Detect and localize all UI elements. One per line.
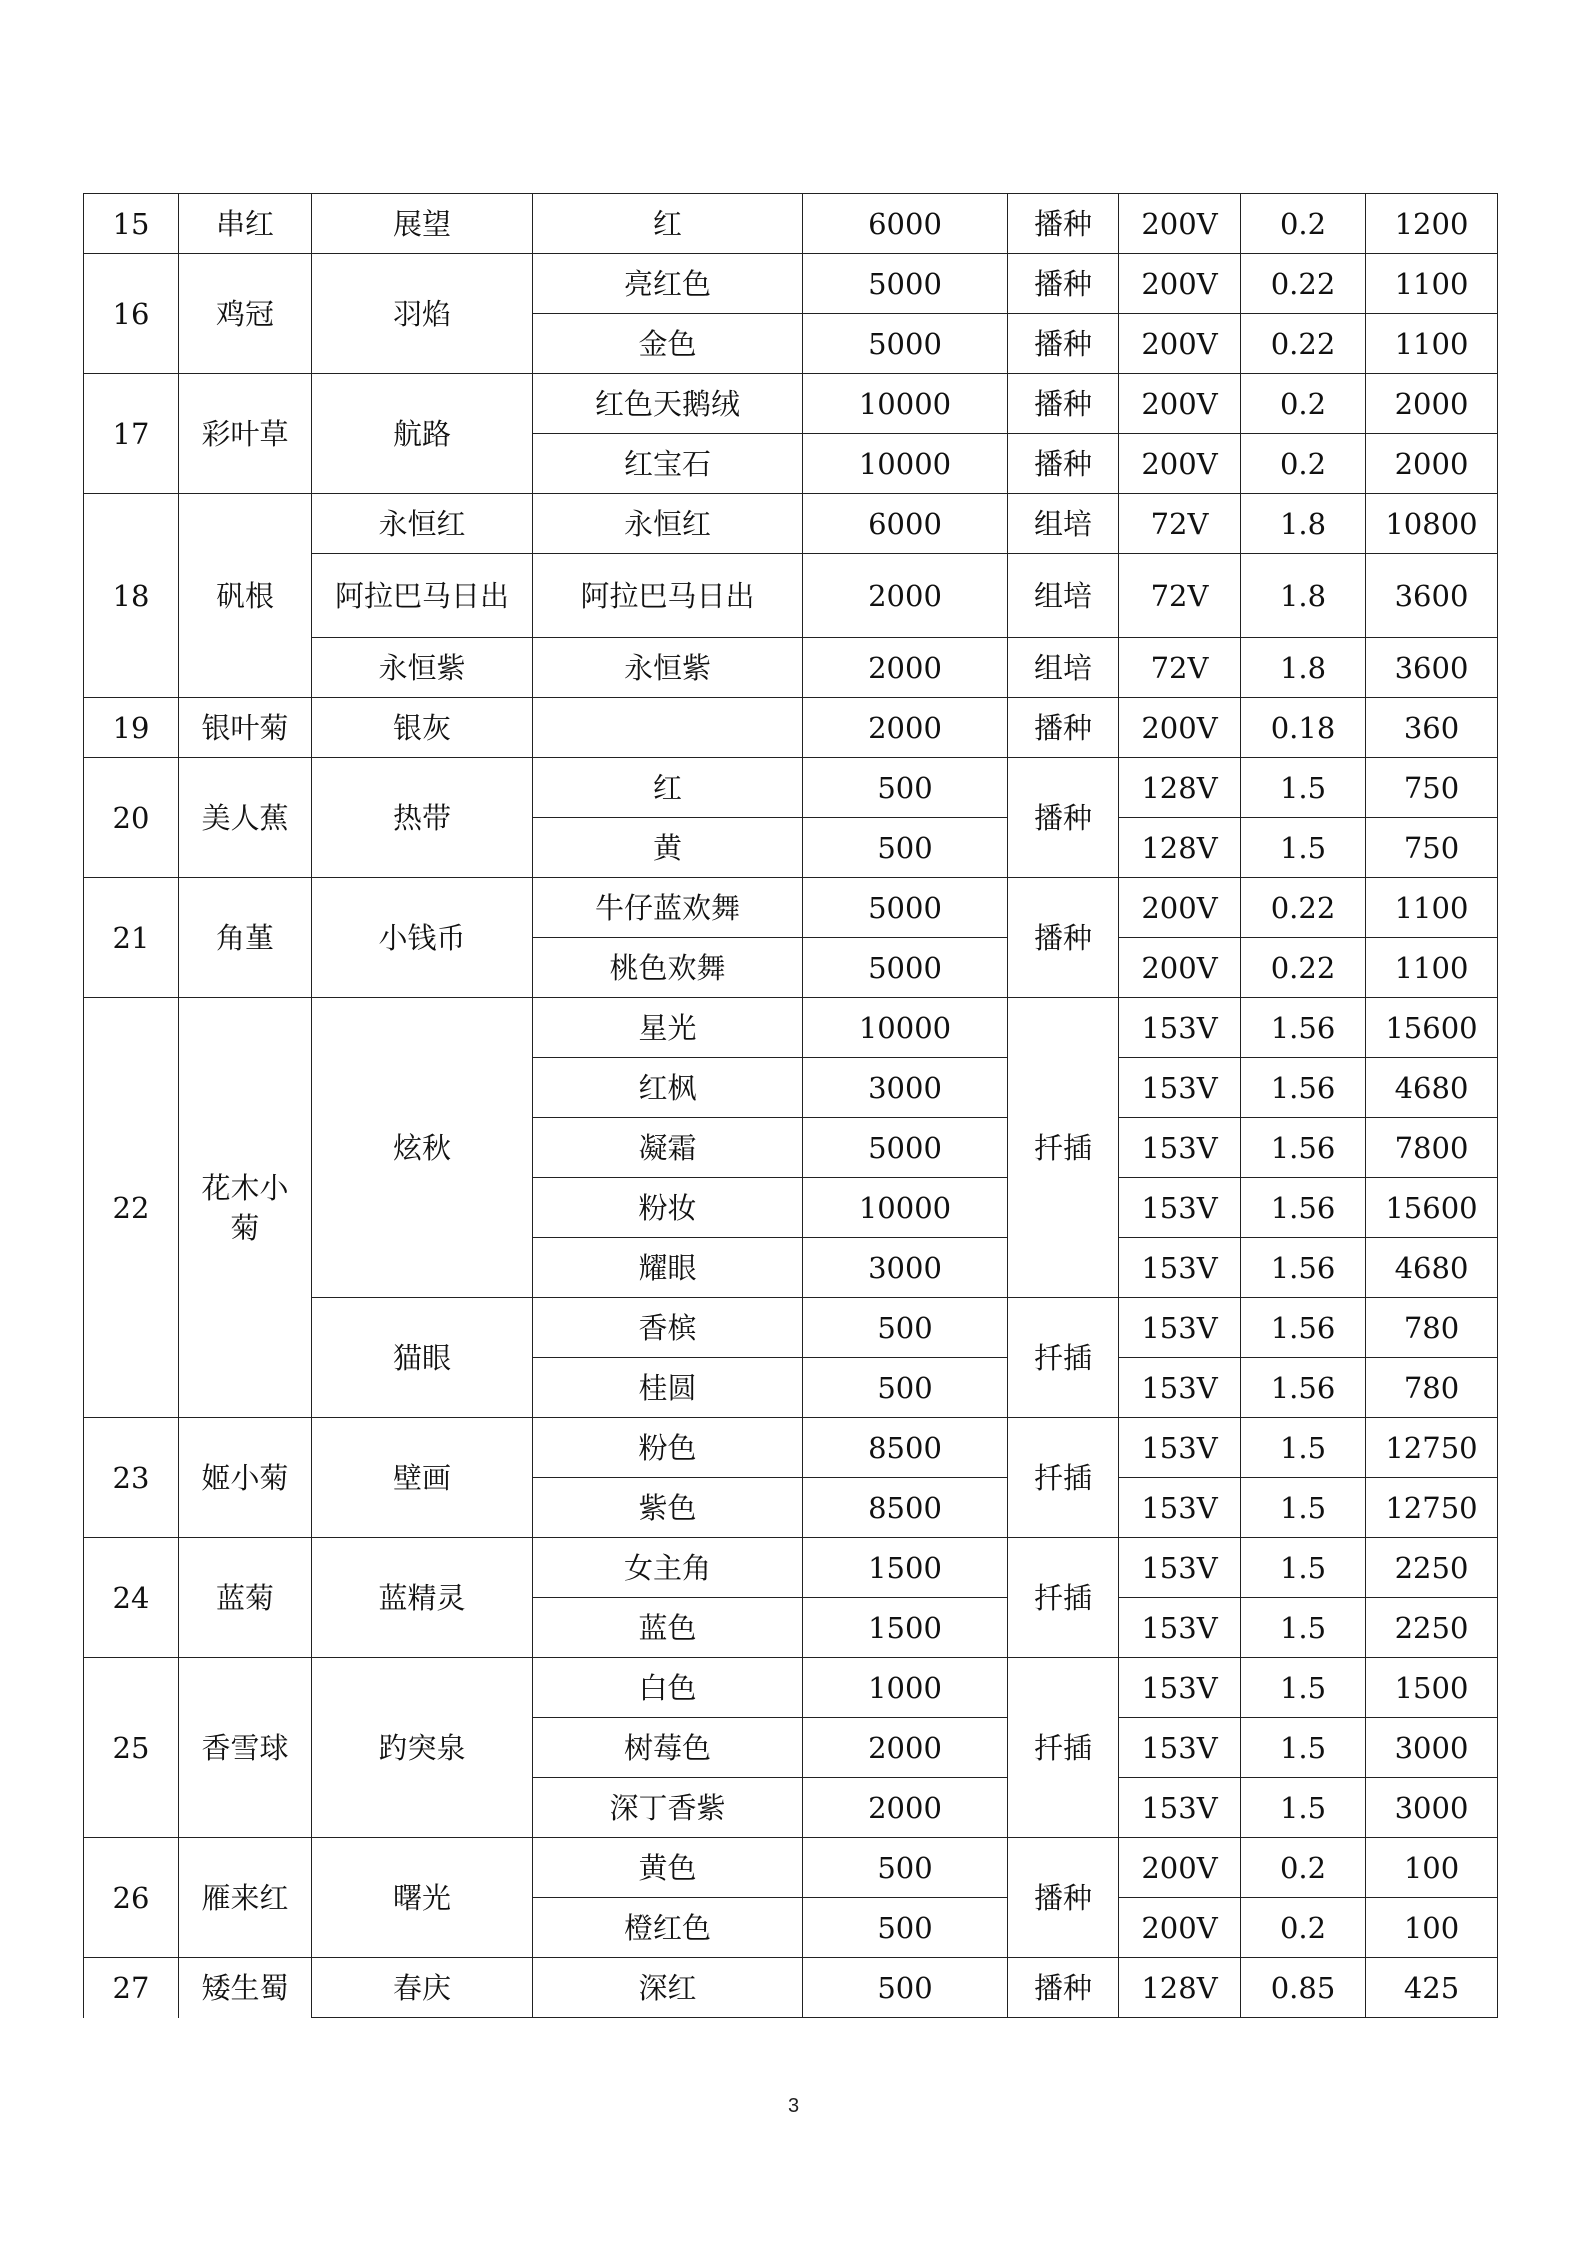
unit-price: 1.8 (1241, 638, 1366, 698)
quantity: 5000 (803, 254, 1008, 314)
series-name: 展望 (312, 194, 533, 254)
row-number: 23 (84, 1418, 179, 1538)
propagation-method: 组培 (1008, 494, 1119, 554)
unit-price: 1.56 (1241, 1298, 1366, 1358)
flower-name: 鸡冠 (179, 254, 312, 374)
series-name: 趵突泉 (312, 1658, 533, 1838)
total-amount: 425 (1366, 1958, 1498, 2018)
quantity: 500 (803, 818, 1008, 878)
propagation-method: 扦插 (1008, 1658, 1119, 1838)
table-row (84, 1538, 1498, 1598)
row-number: 26 (84, 1838, 179, 1958)
total-amount: 3600 (1366, 638, 1498, 698)
propagation-method: 播种 (1008, 254, 1119, 314)
tray-spec: 153V (1119, 1478, 1241, 1538)
tray-spec: 72V (1119, 554, 1241, 638)
quantity: 2000 (803, 638, 1008, 698)
total-amount: 12750 (1366, 1478, 1498, 1538)
row-number: 24 (84, 1538, 179, 1658)
propagation-method: 扦插 (1008, 1298, 1119, 1418)
tray-spec: 200V (1119, 434, 1241, 494)
tray-spec: 72V (1119, 494, 1241, 554)
tray-spec: 153V (1119, 1238, 1241, 1298)
row-number: 18 (84, 494, 179, 698)
quantity: 500 (803, 758, 1008, 818)
unit-price: 1.8 (1241, 494, 1366, 554)
variety-name: 桂圆 (533, 1358, 803, 1418)
total-amount: 1100 (1366, 314, 1498, 374)
total-amount: 1100 (1366, 254, 1498, 314)
tray-spec: 200V (1119, 314, 1241, 374)
quantity: 10000 (803, 1178, 1008, 1238)
variety-name: 树莓色 (533, 1718, 803, 1778)
tray-spec: 128V (1119, 818, 1241, 878)
row-number: 25 (84, 1658, 179, 1838)
variety-name: 牛仔蓝欢舞 (533, 878, 803, 938)
propagation-method: 播种 (1008, 758, 1119, 878)
table-row (84, 494, 1498, 554)
propagation-method: 扦插 (1008, 998, 1119, 1298)
flower-name: 矾根 (179, 494, 312, 698)
variety-name: 桃色欢舞 (533, 938, 803, 998)
unit-price: 0.22 (1241, 314, 1366, 374)
unit-price: 1.5 (1241, 818, 1366, 878)
quantity: 2000 (803, 1778, 1008, 1838)
tray-spec: 153V (1119, 1118, 1241, 1178)
total-amount: 1200 (1366, 194, 1498, 254)
flower-name: 串红 (179, 194, 312, 254)
table-row (84, 698, 1498, 758)
variety-name: 女主角 (533, 1538, 803, 1598)
variety-name: 白色 (533, 1658, 803, 1718)
flower-name: 角堇 (179, 878, 312, 998)
variety-name: 黄色 (533, 1838, 803, 1898)
table-row (84, 194, 1498, 254)
unit-price: 1.5 (1241, 1718, 1366, 1778)
flower-name: 银叶菊 (179, 698, 312, 758)
unit-price: 1.5 (1241, 1778, 1366, 1838)
flower-name: 香雪球 (179, 1658, 312, 1838)
row-number: 20 (84, 758, 179, 878)
propagation-method: 播种 (1008, 314, 1119, 374)
unit-price: 1.56 (1241, 998, 1366, 1058)
tray-spec: 153V (1119, 1358, 1241, 1418)
unit-price: 0.2 (1241, 434, 1366, 494)
flower-name: 花木小菊 (179, 998, 312, 1418)
propagation-method: 扦插 (1008, 1418, 1119, 1538)
page-number: 3 (787, 2095, 800, 2117)
total-amount: 780 (1366, 1298, 1498, 1358)
propagation-method: 组培 (1008, 554, 1119, 638)
unit-price: 1.5 (1241, 1598, 1366, 1658)
unit-price: 0.2 (1241, 374, 1366, 434)
unit-price: 1.8 (1241, 554, 1366, 638)
tray-spec: 128V (1119, 1958, 1241, 2018)
propagation-method: 扦插 (1008, 1538, 1119, 1658)
variety-name: 凝霜 (533, 1118, 803, 1178)
quantity: 10000 (803, 434, 1008, 494)
propagation-method: 播种 (1008, 194, 1119, 254)
row-number: 16 (84, 254, 179, 374)
unit-price: 0.2 (1241, 1838, 1366, 1898)
total-amount: 15600 (1366, 998, 1498, 1058)
flower-name: 美人蕉 (179, 758, 312, 878)
tray-spec: 153V (1119, 1298, 1241, 1358)
series-name: 热带 (312, 758, 533, 878)
nursery-stock-table (83, 193, 1498, 2018)
series-name: 春庆 (312, 1958, 533, 2018)
unit-price: 1.5 (1241, 1418, 1366, 1478)
variety-name: 红宝石 (533, 434, 803, 494)
series-name: 永恒紫 (312, 638, 533, 698)
total-amount: 2000 (1366, 374, 1498, 434)
series-name: 炫秋 (312, 998, 533, 1298)
quantity: 500 (803, 1898, 1008, 1958)
tray-spec: 153V (1119, 1058, 1241, 1118)
unit-price: 1.56 (1241, 1358, 1366, 1418)
quantity: 500 (803, 1838, 1008, 1898)
series-name: 曙光 (312, 1838, 533, 1958)
total-amount: 100 (1366, 1838, 1498, 1898)
series-name: 蓝精灵 (312, 1538, 533, 1658)
unit-price: 0.2 (1241, 1898, 1366, 1958)
unit-price: 0.18 (1241, 698, 1366, 758)
row-number: 19 (84, 698, 179, 758)
total-amount: 15600 (1366, 1178, 1498, 1238)
variety-name: 深丁香紫 (533, 1778, 803, 1838)
series-name: 航路 (312, 374, 533, 494)
unit-price: 1.5 (1241, 758, 1366, 818)
total-amount: 1500 (1366, 1658, 1498, 1718)
quantity: 2000 (803, 698, 1008, 758)
variety-name: 橙红色 (533, 1898, 803, 1958)
series-name: 壁画 (312, 1418, 533, 1538)
tray-spec: 153V (1119, 1418, 1241, 1478)
series-name: 永恒红 (312, 494, 533, 554)
variety-name: 红 (533, 194, 803, 254)
propagation-method: 组培 (1008, 638, 1119, 698)
unit-price: 0.85 (1241, 1958, 1366, 2018)
quantity: 6000 (803, 194, 1008, 254)
variety-name (533, 698, 803, 758)
quantity: 3000 (803, 1058, 1008, 1118)
variety-name: 永恒紫 (533, 638, 803, 698)
quantity: 8500 (803, 1478, 1008, 1538)
quantity: 2000 (803, 1718, 1008, 1778)
variety-name: 蓝色 (533, 1598, 803, 1658)
total-amount: 2250 (1366, 1598, 1498, 1658)
quantity: 6000 (803, 494, 1008, 554)
tray-spec: 153V (1119, 998, 1241, 1058)
total-amount: 780 (1366, 1358, 1498, 1418)
table-row (84, 1658, 1498, 1718)
propagation-method: 播种 (1008, 1838, 1119, 1958)
quantity: 2000 (803, 554, 1008, 638)
quantity: 1500 (803, 1538, 1008, 1598)
total-amount: 12750 (1366, 1418, 1498, 1478)
variety-name: 星光 (533, 998, 803, 1058)
total-amount: 1100 (1366, 878, 1498, 938)
variety-name: 香槟 (533, 1298, 803, 1358)
total-amount: 360 (1366, 698, 1498, 758)
row-number: 15 (84, 194, 179, 254)
tray-spec: 153V (1119, 1538, 1241, 1598)
unit-price: 0.22 (1241, 254, 1366, 314)
unit-price: 1.5 (1241, 1658, 1366, 1718)
row-number: 22 (84, 998, 179, 1418)
unit-price: 1.56 (1241, 1238, 1366, 1298)
flower-name: 彩叶草 (179, 374, 312, 494)
unit-price: 1.56 (1241, 1118, 1366, 1178)
row-number: 21 (84, 878, 179, 998)
variety-name: 耀眼 (533, 1238, 803, 1298)
tray-spec: 200V (1119, 698, 1241, 758)
total-amount: 4680 (1366, 1058, 1498, 1118)
tray-spec: 200V (1119, 1838, 1241, 1898)
variety-name: 深红 (533, 1958, 803, 2018)
total-amount: 750 (1366, 758, 1498, 818)
quantity: 1500 (803, 1598, 1008, 1658)
tray-spec: 200V (1119, 878, 1241, 938)
flower-name: 矮生蜀 (179, 1958, 312, 2018)
variety-name: 亮红色 (533, 254, 803, 314)
total-amount: 750 (1366, 818, 1498, 878)
total-amount: 1100 (1366, 938, 1498, 998)
propagation-method: 播种 (1008, 878, 1119, 998)
total-amount: 3000 (1366, 1718, 1498, 1778)
tray-spec: 200V (1119, 254, 1241, 314)
series-name: 小钱币 (312, 878, 533, 998)
tray-spec: 153V (1119, 1718, 1241, 1778)
table-row (84, 758, 1498, 818)
variety-name: 紫色 (533, 1478, 803, 1538)
variety-name: 粉妆 (533, 1178, 803, 1238)
table-row (84, 998, 1498, 1058)
quantity: 8500 (803, 1418, 1008, 1478)
unit-price: 1.56 (1241, 1178, 1366, 1238)
propagation-method: 播种 (1008, 374, 1119, 434)
flower-name: 蓝菊 (179, 1538, 312, 1658)
tray-spec: 128V (1119, 758, 1241, 818)
flower-name: 雁来红 (179, 1838, 312, 1958)
quantity: 1000 (803, 1658, 1008, 1718)
series-name: 银灰 (312, 698, 533, 758)
tray-spec: 153V (1119, 1778, 1241, 1838)
total-amount: 2000 (1366, 434, 1498, 494)
quantity: 10000 (803, 374, 1008, 434)
table-row (84, 878, 1498, 938)
row-number: 17 (84, 374, 179, 494)
table-row (84, 1418, 1498, 1478)
unit-price: 0.22 (1241, 938, 1366, 998)
flower-name: 姬小菊 (179, 1418, 312, 1538)
quantity: 5000 (803, 938, 1008, 998)
tray-spec: 200V (1119, 374, 1241, 434)
tray-spec: 200V (1119, 1898, 1241, 1958)
unit-price: 1.5 (1241, 1478, 1366, 1538)
table-row (84, 374, 1498, 434)
table-row (84, 1838, 1498, 1898)
total-amount: 3000 (1366, 1778, 1498, 1838)
row-number: 27 (84, 1958, 179, 2018)
series-name: 猫眼 (312, 1298, 533, 1418)
variety-name: 永恒红 (533, 494, 803, 554)
total-amount: 3600 (1366, 554, 1498, 638)
tray-spec: 72V (1119, 638, 1241, 698)
quantity: 500 (803, 1298, 1008, 1358)
propagation-method: 播种 (1008, 434, 1119, 494)
variety-name: 红色天鹅绒 (533, 374, 803, 434)
variety-name: 金色 (533, 314, 803, 374)
total-amount: 4680 (1366, 1238, 1498, 1298)
unit-price: 0.2 (1241, 194, 1366, 254)
variety-name: 阿拉巴马日出 (533, 554, 803, 638)
table-row (84, 1958, 1498, 2018)
unit-price: 1.56 (1241, 1058, 1366, 1118)
quantity: 5000 (803, 878, 1008, 938)
tray-spec: 153V (1119, 1178, 1241, 1238)
variety-name: 黄 (533, 818, 803, 878)
series-name: 羽焰 (312, 254, 533, 374)
unit-price: 0.22 (1241, 878, 1366, 938)
tray-spec: 153V (1119, 1658, 1241, 1718)
unit-price: 1.5 (1241, 1538, 1366, 1598)
propagation-method: 播种 (1008, 1958, 1119, 2018)
total-amount: 2250 (1366, 1538, 1498, 1598)
series-name: 阿拉巴马日出 (312, 554, 533, 638)
tray-spec: 200V (1119, 194, 1241, 254)
variety-name: 红枫 (533, 1058, 803, 1118)
quantity: 500 (803, 1358, 1008, 1418)
table-row (84, 254, 1498, 314)
quantity: 10000 (803, 998, 1008, 1058)
propagation-method: 播种 (1008, 698, 1119, 758)
total-amount: 100 (1366, 1898, 1498, 1958)
variety-name: 红 (533, 758, 803, 818)
quantity: 500 (803, 1958, 1008, 2018)
tray-spec: 200V (1119, 938, 1241, 998)
quantity: 5000 (803, 1118, 1008, 1178)
variety-name: 粉色 (533, 1418, 803, 1478)
total-amount: 10800 (1366, 494, 1498, 554)
tray-spec: 153V (1119, 1598, 1241, 1658)
total-amount: 7800 (1366, 1118, 1498, 1178)
quantity: 3000 (803, 1238, 1008, 1298)
quantity: 5000 (803, 314, 1008, 374)
